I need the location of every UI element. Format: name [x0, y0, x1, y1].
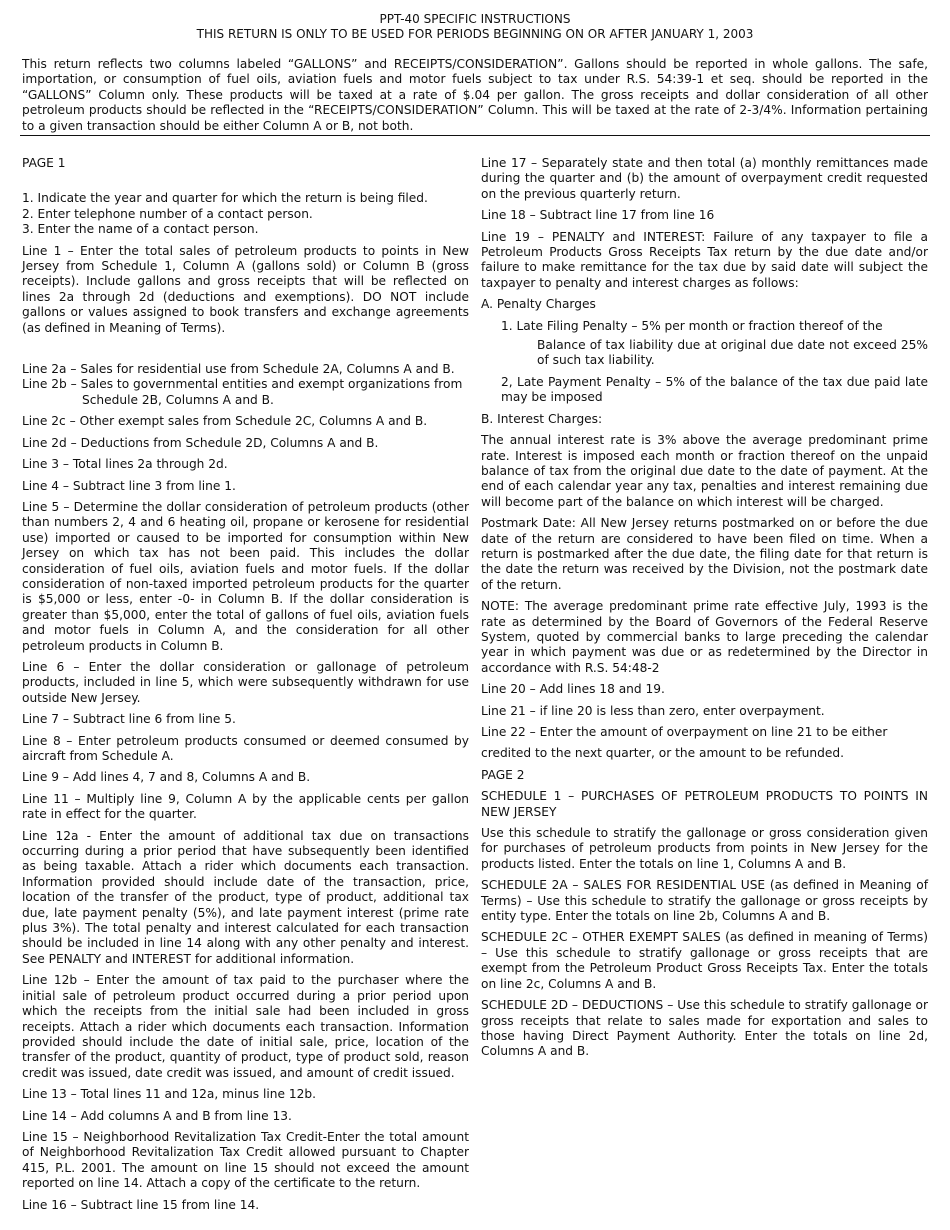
right-column	[481, 156, 928, 1066]
line-18-instruction: Line 18 – Subtract line 17 from line 16	[481, 208, 715, 223]
line-6-instruction: Line 6 – Enter the dollar consideration or gallonage of petroleum products, included in line 5, which were subsequently withdrawn for use outside New Jersey.	[22, 659, 469, 705]
divider-line	[20, 135, 930, 136]
line-15-instruction: Line 15 – Neighborhood Revitalization Tax Credit-Enter the total amount of Neighborhood Revitalization Tax Credit allowed pursuant to Chapter 415, P.L. 2001. The amount on line 15 should not exceed the amount reported on line 14. Attach a copy of the certificate to the return.	[22, 1129, 469, 1191]
line-5-instruction: Line 5 – Determine the dollar consideration of petroleum products (other than numbers 2, 4 and 6 heating oil, propane or kerosene for residential use) imported or caused to be imported for consumption within New Jersey on which tax has not been paid. This includes the dollar consideration of fuel oils, aviation fuels and motor fuels. If the dollar consideration of non-taxed imported petroleum products for the quarter is $5,000 or less, enter -0- in Column B. If the dollar consideration is greater than $5,000, enter the total of gallons of fuel oils, aviation fuels and motor fuels in Column A, and the consideration for all other petroleum products in Column B.	[22, 499, 469, 653]
line-2b-instruction: Line 2b – Sales to governmental entities and exempt organizations from	[22, 377, 463, 392]
line-19-instruction: Line 19 – PENALTY and INTEREST: Failure of any taxpayer to file a Petroleum Products Gross Receipts Tax return by the due date and/or failure to make remittance for the tax due by said date will subject the taxpayer to penalty and interest charges as follows:	[481, 229, 928, 290]
line-16-instruction: Line 16 – Subtract line 15 from line 14.	[22, 1197, 260, 1212]
interest-paragraph: The annual interest rate is 3% above the average predominant prime rate. Interest is imposed each month or fraction thereof on the unpaid balance of tax from the original due date to the date of payment. At the end of each calendar year any tax, penalties and interest remaining due will become part of the balance on which interest will be charged.	[481, 433, 928, 509]
document-title: PPT-40 SPECIFIC INSTRUCTIONS	[379, 12, 571, 26]
late-filing-penalty: 1. Late Filing Penalty – 5% per month or fraction thereof of the	[501, 318, 883, 333]
document-subtitle: THIS RETURN IS ONLY TO BE USED FOR PERIODS BEGINNING ON OR AFTER JANUARY 1, 2003	[196, 27, 754, 41]
line-14-instruction: Line 14 – Add columns A and B from line 13.	[22, 1108, 292, 1123]
line-12a-instruction: Line 12a - Enter the amount of additional tax due on transactions occurring during a prior period that have subsequently been identified as being taxable. Attach a rider which documents each transaction. Information provided should include date of the transaction, price, location of the transfer of the product, type of product, additional tax due, late payment penalty (5%), and late payment interest (prime rate plus 3%). The total penalty and interest calculated for each transaction should be included in line 14 along with any other penalty and interest. See PENALTY and INTEREST for additional information.	[22, 828, 469, 966]
intro-paragraph: This return reflects two columns labeled “GALLONS” and RECEIPTS/CONSIDERATION”. Gallons should be reported in whole gallons. The safe, importation, or consumption of fuel oils, aviation fuels and motor fuels subject to tax under R.S. 54:39-1 et seq. should be reported in the “GALLONS” Column only. These products will be taxed at a rate of $.04 per gallon. The gross receipts and dollar consideration of all other petroleum products should be reflected in the “RECEIPTS/CONSIDERATION” Column. This will be taxed at the rate of 2-3/4%. Information pertaining to a given transaction should be either Column A or B, not both.	[22, 57, 928, 133]
line-1-instruction: Line 1 – Enter the total sales of petroleum products to points in New Jersey from Schedule 1, Column A (gallons sold) or Column B (gross receipts). Include gallons and gross receipts that will be reflected on lines 2a through 2d (deductions and exemptions). DO NOT include gallons or values assigned to book transfers and exchange agreements (as defined in Meaning of Terms).	[22, 243, 469, 335]
page-1-label: PAGE 1	[22, 156, 66, 170]
line-21-instruction: Line 21 – if line 20 is less than zero, enter overpayment.	[481, 703, 825, 718]
schedule-1-instruction: Use this schedule to stratify the gallonage or gross consideration given for purchases of petroleum products from points in New Jersey for the products listed. Enter the totals on line 1, Columns A and B.	[481, 826, 928, 871]
line-22-continuation: credited to the next quarter, or the amount to be refunded.	[481, 746, 844, 761]
penalty-charges-heading: A. Penalty Charges	[481, 297, 596, 312]
postmark-paragraph: Postmark Date: All New Jersey returns postmarked on or before the due date of the return are considered to have been filed on time. When a return is postmarked after the due date, the filing date for that return is the date the return was received by the Division, not the postmark date of the return.	[481, 516, 928, 592]
late-payment-penalty: 2, Late Payment Penalty – 5% of the balance of the tax due paid late may be imposed	[501, 374, 928, 405]
schedule-2d-instruction: SCHEDULE 2D – DEDUCTIONS – Use this schedule to stratify gallonage or gross receipts that relate to sales made for exportation and sales to those having Direct Payment Authority. Enter the totals on line 2d, Columns A and B.	[481, 998, 928, 1059]
line-2d-instruction: Line 2d – Deductions from Schedule 2D, Columns A and B.	[22, 435, 379, 450]
document-header	[0, 12, 950, 42]
line-22-instruction: Line 22 – Enter the amount of overpayment on line 21 to be either	[481, 725, 888, 739]
step-1: 1. Indicate the year and quarter for which the return is being filed.	[22, 191, 428, 206]
line-8-instruction: Line 8 – Enter petroleum products consumed or deemed consumed by aircraft from Schedule A.	[22, 733, 469, 763]
left-column	[22, 156, 469, 1219]
line-4-instruction: Line 4 – Subtract line 3 from line 1.	[22, 478, 236, 493]
schedule-2a-instruction: SCHEDULE 2A – SALES FOR RESIDENTIAL USE (as defined in Meaning of Terms) – Use this schedule to stratify the gallonage or gross receipts by entity type. Enter the totals on line 2b, Columns A and B.	[481, 878, 928, 924]
line-2a-instruction: Line 2a – Sales for residential use from Schedule 2A, Columns A and B.	[22, 362, 455, 377]
schedule-2c-instruction: SCHEDULE 2C – OTHER EXEMPT SALES (as defined in meaning of Terms) – Use this schedule to stratify gallonage or gross receipts that are exempt from the Petroleum Product Gross Receipts Tax. Enter the totals on line 2c, Columns A and B.	[481, 930, 928, 991]
line-13-instruction: Line 13 – Total lines 11 and 12a, minus line 12b.	[22, 1087, 317, 1102]
line-17-instruction: Line 17 – Separately state and then total (a) monthly remittances made during the quarter and (b) the amount of overpayment credit requested on the previous quarterly return.	[481, 156, 928, 201]
step-3: 3. Enter the name of a contact person.	[22, 222, 259, 237]
page-2-label: PAGE 2	[481, 767, 525, 782]
line-7-instruction: Line 7 – Subtract line 6 from line 5.	[22, 712, 236, 727]
note-paragraph: NOTE: The average predominant prime rate effective July, 1993 is the rate as determined by the Board of Governors of the Federal Reserve System, quoted by commercial banks to large preceding the calendar year in which payment was due or as redetermined by the Director in accordance with R.S. 54:48-2	[481, 599, 928, 675]
line-3-instruction: Line 3 – Total lines 2a through 2d.	[22, 457, 228, 472]
interest-charges-heading: B. Interest Charges:	[481, 411, 603, 426]
line-2c-instruction: Line 2c – Other exempt sales from Schedule 2C, Columns A and B.	[22, 414, 428, 429]
line-2b-continuation: Schedule 2B, Columns A and B.	[82, 392, 274, 407]
late-filing-penalty-continuation: Balance of tax liability due at original due date not exceed 25% of such tax liability.	[537, 338, 928, 368]
schedule-1-heading: SCHEDULE 1 – PURCHASES OF PETROLEUM PRODUCTS TO POINTS IN NEW JERSEY	[481, 789, 928, 819]
line-11-instruction: Line 11 – Multiply line 9, Column A by the applicable cents per gallon rate in effect for the quarter.	[22, 791, 469, 822]
line-9-instruction: Line 9 – Add lines 4, 7 and 8, Columns A and B.	[22, 770, 311, 785]
line-20-instruction: Line 20 – Add lines 18 and 19.	[481, 682, 665, 697]
line-12b-instruction: Line 12b – Enter the amount of tax paid to the purchaser where the initial sale of petroleum product occurred during a prior period upon which the receipts from the initial sale had been included in gross receipts. Attach a rider which documents each transaction. Information provided should include the date of initial sale, price, location of the transfer of the product, quantity of product, type of product sold, reason credit was issued, date credit was issued, and amount of credit issued.	[22, 973, 469, 1080]
step-2: 2. Enter telephone number of a contact person.	[22, 206, 313, 221]
